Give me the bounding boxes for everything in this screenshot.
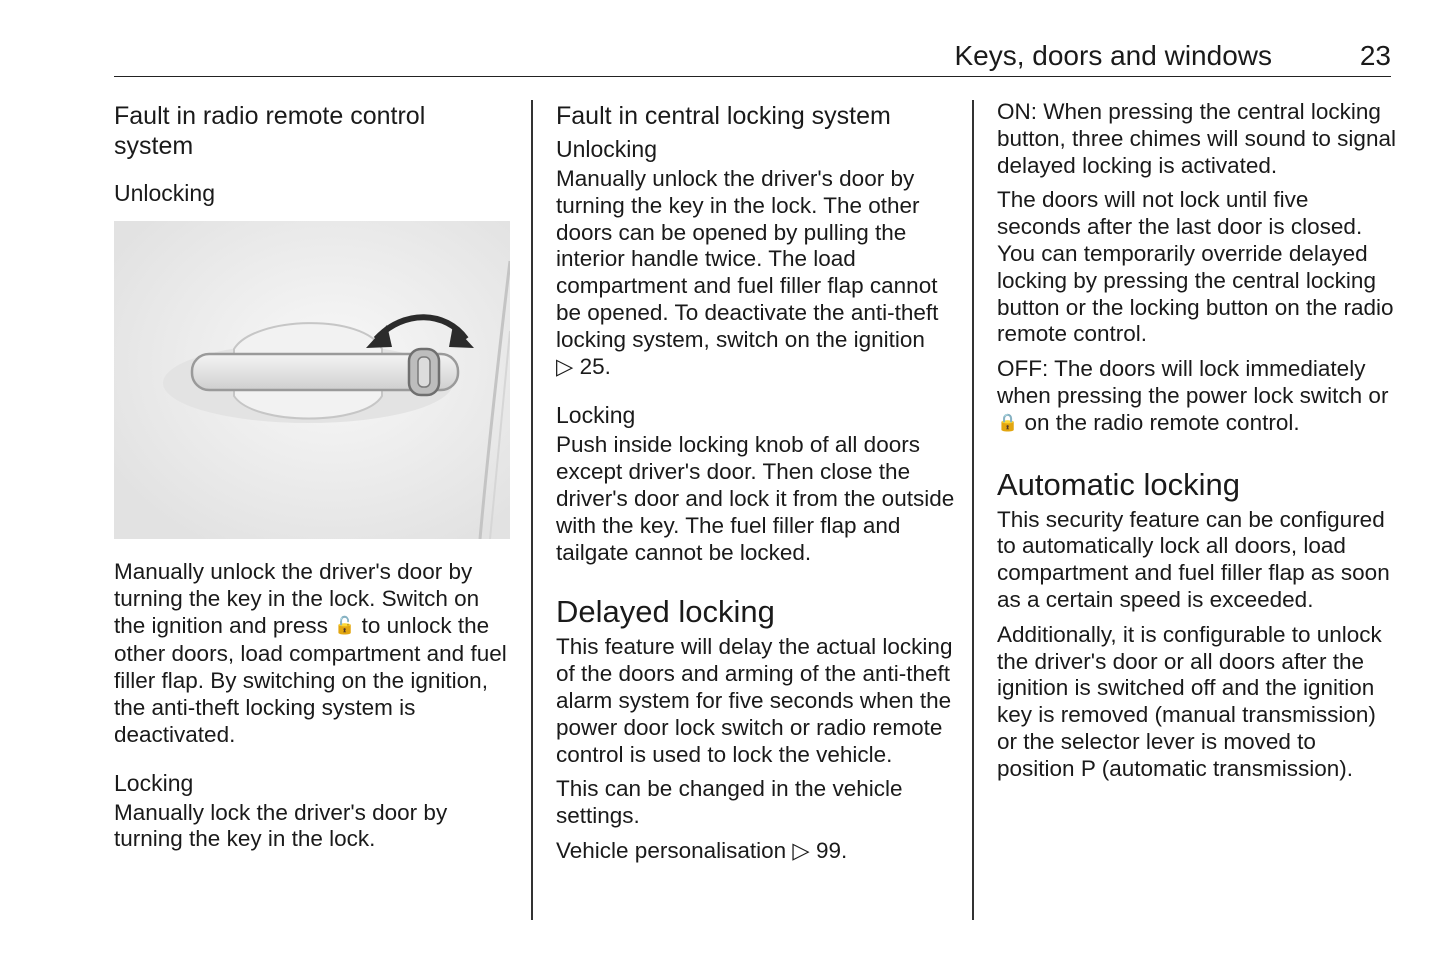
locking-text: Manually lock the driver's door by turning the key in the lock. (114, 799, 448, 852)
delayed-on-text (997, 99, 1397, 179)
automatic-unlock-body: Additionally, it is configurable to unlock the driver's door or all doors after the ignition is switched off and the ignition key is removed (manual transmission) or the selector lever is moved to position (997, 621, 1382, 781)
central-unlocking-body: Manually unlock the driver's door by turning the key in the lock. The other doors can be opened by pulling the interior handle twice. The load compartment and fuel filler flap cannot be opened. To deactivate the anti-theft locking system, switch on the ignition (556, 166, 939, 352)
unlock-icon: 🔓 (334, 615, 356, 635)
heading-unlocking: Unlocking (556, 136, 657, 162)
column-divider (972, 100, 974, 920)
column-divider (531, 100, 533, 920)
column-2 (556, 96, 956, 865)
section-title: Keys, doors and windows (954, 40, 1272, 71)
heading-automatic-locking: Automatic locking (997, 466, 1240, 502)
off-description: : The doors will lock immediately when pressing the power lock switch or (997, 356, 1389, 408)
heading-locking: Locking (114, 769, 194, 796)
page-reference-number: 25. (579, 353, 611, 379)
automatic-unlock-text (997, 622, 1397, 783)
automatic-unlock-end: (automatic transmission). (1101, 755, 1354, 781)
page-header (114, 38, 1391, 77)
door-handle-illustration (114, 221, 510, 539)
door-handle-key-turn-icon (114, 221, 510, 539)
page-reference: ▷ 25. (556, 353, 611, 379)
unlocking-text-end: to unlock the other doors, load compartment and fuel filler flap. By switching on the ignition, the anti-theft locking system is deactivated. (114, 612, 507, 747)
off-label: OFF (997, 356, 1042, 382)
heading-locking: Locking (556, 402, 636, 429)
page-reference: ▷ 99. (792, 837, 848, 863)
page-number: 23 (1359, 40, 1391, 71)
column-1 (114, 96, 514, 853)
doors-lock-text: The doors will not lock until five seconds after the last door is closed. You can temporarily override delayed locking by pressing the central locking button or the locking button on the radio remote control. (997, 187, 1394, 347)
unlocking-text (114, 559, 514, 749)
central-locking-text: Push inside locking knob of all doors except driver's door. Then close the driver's door and lock it from the outside with the key. The fuel filler flap and tailgate cannot be locked. (556, 432, 955, 565)
heading-unlocking: Unlocking (114, 180, 215, 206)
heading-central-locking-fault: Fault in central locking system (556, 102, 891, 130)
delayed-settings-text: This can be changed in the vehicle settings. (556, 776, 903, 829)
central-unlocking-text (556, 166, 956, 380)
delayed-off-text (997, 356, 1397, 438)
column-3 (997, 96, 1397, 783)
lock-icon: 🔒 (997, 412, 1019, 432)
automatic-locking-text: This security feature can be configured to automatically lock all doors, load compartment and fuel filler flap as soon as a certain speed is exceeded. (997, 506, 1390, 612)
unlocking-text-start: Manually unlock the driver's door by turning the key in the lock. Switch on the ignition and press (114, 559, 480, 638)
on-description: : When pressing the central locking button, three chimes will sound to signal delayed locking is activated. (997, 99, 1396, 178)
page-reference-number: 99. (815, 837, 848, 863)
off-description-end: on the radio remote control. (1024, 409, 1300, 435)
delayed-locking-text: This feature will delay the actual locking of the doors and arming of the anti-theft alarm system for five seconds when the power door lock switch or radio remote control is used to lock the vehicle. (556, 634, 953, 767)
selector-position: P (1080, 755, 1096, 781)
heading-delayed-locking: Delayed locking (556, 594, 775, 630)
heading-radio-remote-fault: Fault in radio remote control system (114, 102, 426, 160)
on-label: ON (997, 99, 1031, 124)
vehicle-personalisation-label: Vehicle personalisation (556, 837, 787, 863)
vehicle-personalisation-ref (556, 838, 956, 865)
